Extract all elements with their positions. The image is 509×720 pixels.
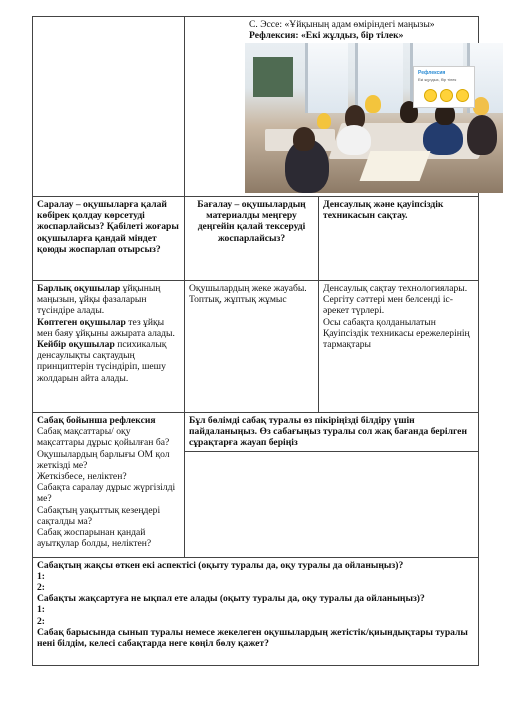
smiley-icon	[424, 89, 437, 102]
thumbnail-title: Рефлексия	[418, 70, 446, 76]
reflection-question: Сабақта саралау дұрыс жүргізілді ме?	[37, 482, 176, 505]
assessment-item: Топтық, жұптық жұмыс	[189, 294, 287, 306]
happy-face-icon	[456, 89, 469, 102]
assessment-heading: Бағалау – оқушылардың материалды меңгеру деңгейін қалай тексеруді жоспарлайсыз?	[185, 197, 319, 281]
reflection-line: Рефлексия: «Екі жұлдыз, бір тілек»	[249, 30, 404, 42]
reflection-questions-cell	[33, 413, 185, 558]
reflection-question: Сабақ жоспарынан қандай ауытқулар болды, неліктен?	[37, 527, 152, 550]
summary-cell	[33, 557, 479, 665]
assessment-cell	[185, 281, 319, 413]
differentiation-heading: Саралау – оқушыларға қалай көбірек қолдау көрсетуді жоспарлайсыз? Қабілеті жоғары оқушыларға қандай міндет қоюды жоспарлап отырсыз?	[33, 197, 185, 281]
essay-line: С. Эссе: «Ұйқының адам өміріндегі маңызы»	[249, 19, 435, 30]
activity-row	[33, 17, 479, 197]
thumbnail-subtitle: Екі жұлдыз, бір тілек	[418, 77, 457, 82]
lesson-plan-table	[32, 16, 479, 666]
reflection-thumbnail	[413, 66, 475, 108]
health-safety-heading: Денсаулық және қауіпсіздік техникасын сақтау.	[319, 197, 479, 281]
summary-question-1: Сабақтың жақсы өткен екі аспектісі (оқыту туралы да, оқу туралы да ойланыңыз)?	[37, 559, 404, 571]
reflection-answer-cell[interactable]	[185, 451, 479, 557]
health-item: Осы сабақта қолданылатын Қауіпсіздік техникасы ережелерінің тармақтары	[323, 316, 470, 351]
health-item: Денсаулық сақтау технологиялары.	[323, 283, 468, 294]
summary-row	[33, 557, 479, 665]
all-students-item: Барлық оқушылар ұйқының маңызын, ұйқы фазаларын түсіндіре алады.	[37, 283, 161, 317]
assessment-item: Оқушылардың жеке жауабы.	[189, 283, 307, 294]
summary-question-3: Сабақ барысында сынып туралы немесе жекелеген оқушылардың жетістік/қиындықтары туралы нені білдім, келесі сабақтарда неге көңіл бөлу қажет?	[37, 626, 468, 650]
reflection-question: Сабақ мақсаттары/ оқу мақсаттары дұрыс қойылған ба?	[37, 426, 170, 449]
differentiation-cell	[33, 281, 185, 413]
reflection-instructions: Бұл бөлімді сабақ туралы өз пікіріңізді білдіру үшін пайдаланыңыз. Өз сабағыңыз туралы сол жақ бағанда берілген сұрақтарға жауап беріңіз	[185, 413, 479, 452]
health-item: Сергіту сәттері мен белсенді іс-әрекет түрлері.	[323, 294, 453, 317]
content-row	[33, 281, 479, 413]
summary-number: 2:	[37, 582, 45, 594]
some-students-item: Кейбір оқушылар психикалық денсаулықты сақтаудың принциптерін түсіндіріп, шешу жолдарын айта алады.	[37, 339, 167, 384]
summary-number: 2:	[37, 615, 45, 627]
thinking-face-icon	[440, 89, 453, 102]
summary-question-2: Сабақты жақсартуға не ықпал ете алады (оқыту туралы да, оқу туралы да ойланыңыз)?	[37, 593, 425, 605]
reflection-question: Сабақтың уақыттық кезеңдері сақталды ма?	[37, 504, 161, 527]
most-students-item: Көптеген оқушылар тез ұйқы мен баяу ұйқыны ажырата алады.	[37, 316, 175, 339]
summary-number: 1:	[37, 604, 45, 616]
summary-number: 1:	[37, 570, 45, 582]
reflection-row	[33, 413, 479, 452]
reflection-title: Сабақ бойынша рефлексия	[37, 415, 156, 426]
reflection-question: Оқушылардың барлығы ОМ қол жеткізді ме?	[37, 448, 170, 471]
health-safety-cell	[319, 281, 479, 413]
reflection-question: Жеткізбесе, неліктен?	[37, 471, 127, 483]
headings-row	[33, 197, 479, 281]
